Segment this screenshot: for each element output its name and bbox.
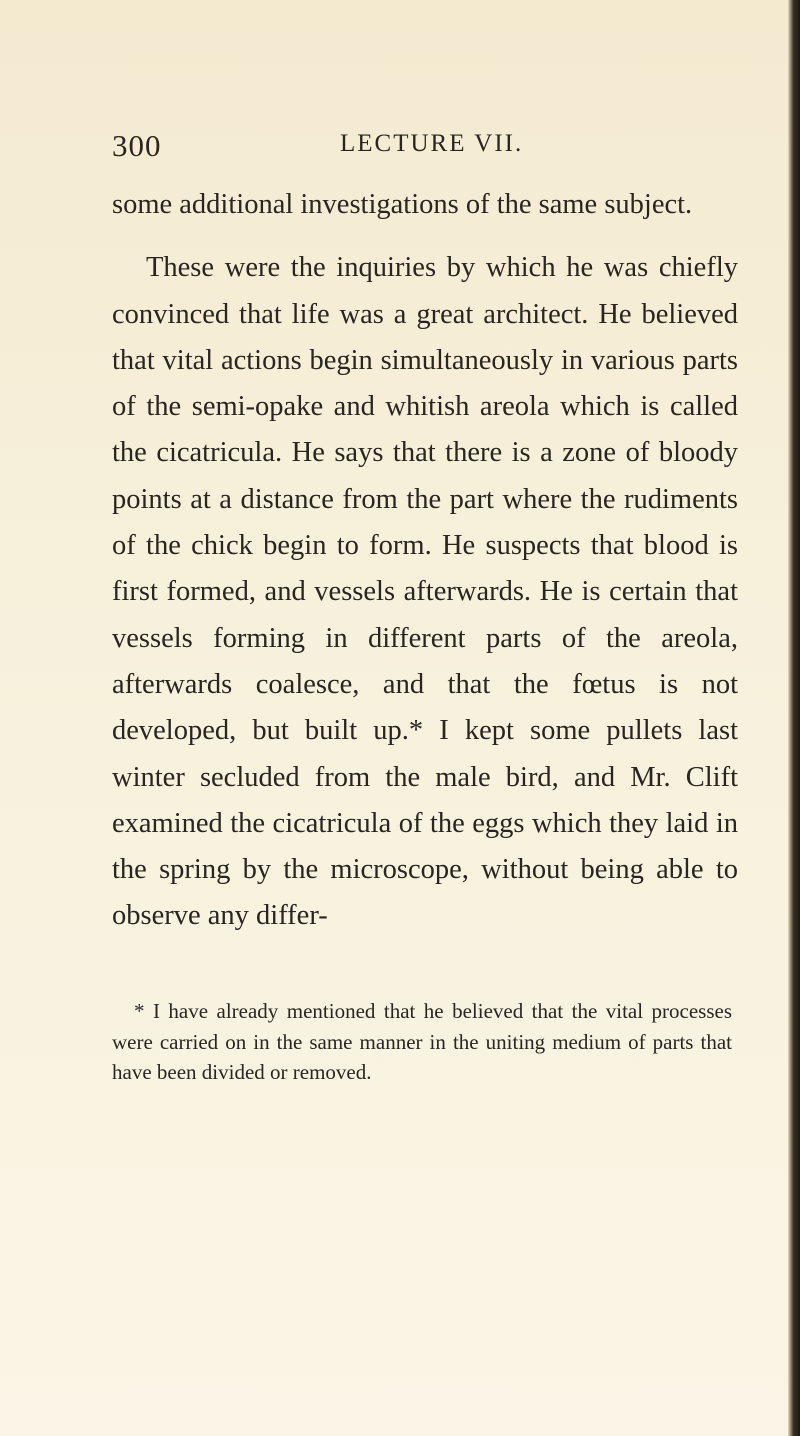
body-text <box>112 182 738 940</box>
paragraph-main: These were the inquiries by which he was chiefly convinced that life was a great architect. He believed that vital actions begin simultaneously in various parts of the semi-opake and whitish areola which is called the cicatricula. He says that there is a zone of bloody points at a distance from the part where the rudiments of the chick begin to form. He suspects that blood is first formed, and vessels afterwards. He is certain that vessels forming in different parts of the areola, afterwards coalesce, and that the fœtus is not developed, but built up.* I kept some pullets last winter secluded from the male bird, and Mr. Clift examined the cicatricula of the eggs which they laid in the spring by the microscope, without being able to observe any differ- <box>112 252 738 932</box>
paragraph-continuation: some additional investigations of the same subject. <box>112 189 693 220</box>
running-head: LECTURE VII. <box>340 130 524 157</box>
footnote-text: * I have already mentioned that he believed that the vital processes were carried on in the same manner in the uniting medium of parts that have been divided or removed. <box>112 999 732 1084</box>
footnote <box>112 996 732 1088</box>
page-number: 300 <box>112 128 162 163</box>
page-edge-shadow <box>788 0 800 1436</box>
page-header <box>112 128 752 168</box>
